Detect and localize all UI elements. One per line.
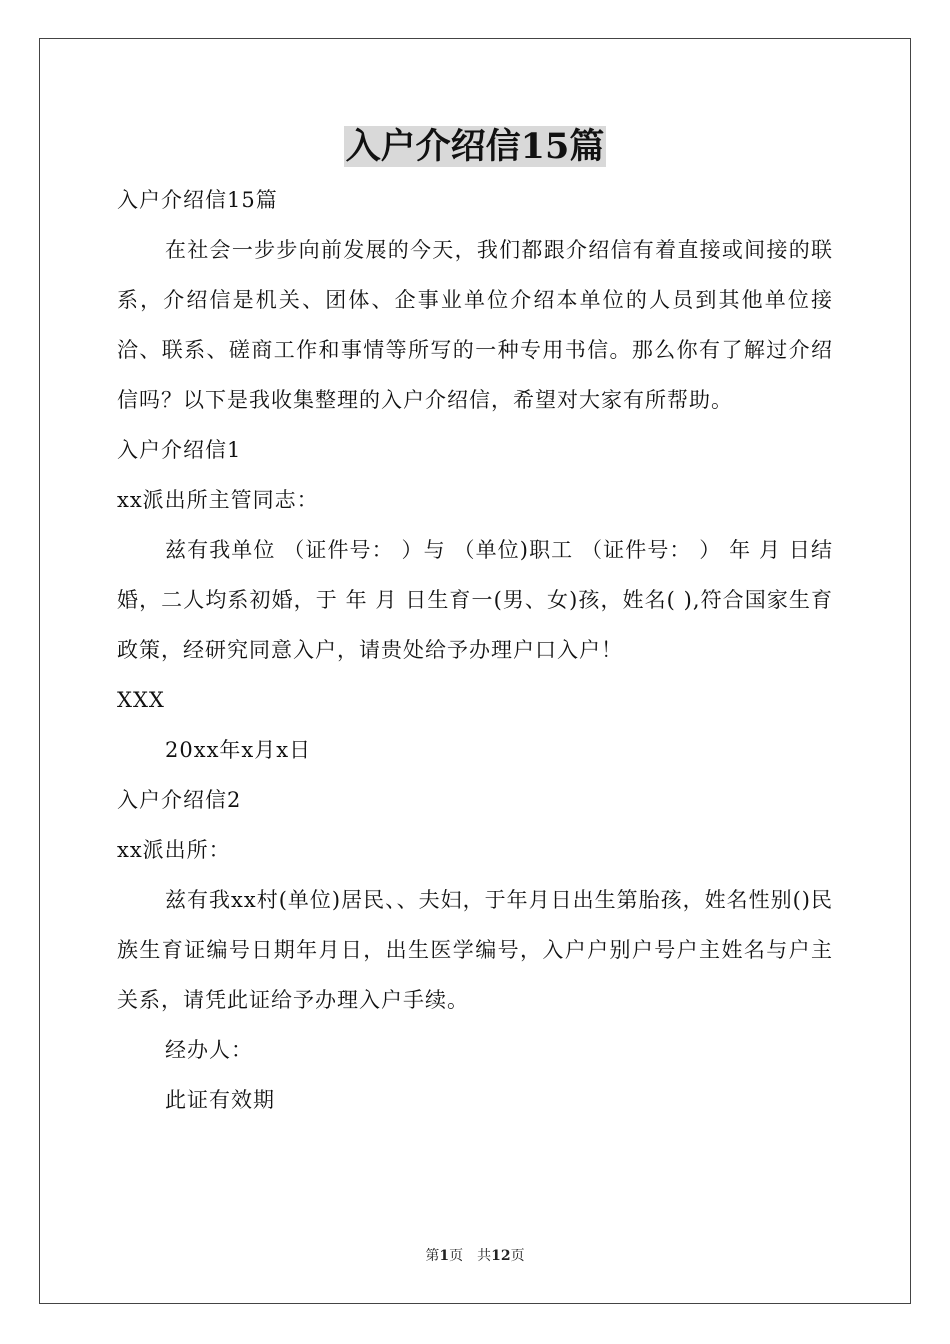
letter2-salutation: xx派出所： xyxy=(117,838,231,862)
letter1-content: 兹有我单位 （证件号： ）与 （单位)职工 （证件号： ） 年 月 日结婚，二人均系初婚，于 年 月 日生育一(男、女)孩，姓名( ),符合国家生育政策，经研究同意入户，请贵处给予办理户口入户！ xyxy=(117,538,833,662)
document-title-text: 入户介绍信15篇 xyxy=(345,126,605,167)
letter2-heading: 入户介绍信2 xyxy=(117,788,242,812)
total-page-count: 12 xyxy=(491,1248,511,1264)
letter1-heading: 入户介绍信1 xyxy=(117,438,242,462)
total-suffix: 页 xyxy=(510,1248,525,1264)
letter2-validity: 此证有效期 xyxy=(165,1088,275,1112)
intro-paragraph: 在社会一步步向前发展的今天，我们都跟介绍信有着直接或间接的联系，介绍信是机关、团体、企事业单位介绍本单位的人员到其他单位接洽、联系、磋商工作和事情等所写的一种专用书信。那么你有了解过介绍信吗？以下是我收集整理的入户介绍信，希望对大家有所帮助。 xyxy=(117,238,833,412)
current-page-number: 1 xyxy=(439,1248,450,1264)
letter1-signer: XXX xyxy=(117,688,165,712)
page-footer xyxy=(0,1246,950,1266)
letter2-handler: 经办人： xyxy=(165,1038,253,1062)
page-suffix: 页 xyxy=(449,1248,464,1264)
letter2-content: 兹有我xx村(单位)居民、、夫妇，于年月日出生第胎孩，姓名性别()民族生育证编号日期年月日，出生医学编号，入户户别户号户主姓名与户主关系，请凭此证给予办理入户手续。 xyxy=(117,888,833,1012)
total-prefix: 共 xyxy=(477,1248,492,1264)
document-body xyxy=(117,175,833,1125)
letter1-salutation: xx派出所主管同志： xyxy=(117,488,319,512)
page-prefix: 第 xyxy=(425,1248,440,1264)
letter1-date: 20xx年x月x日 xyxy=(165,738,312,762)
document-subtitle: 入户介绍信15篇 xyxy=(117,188,278,212)
document-title xyxy=(0,124,950,170)
